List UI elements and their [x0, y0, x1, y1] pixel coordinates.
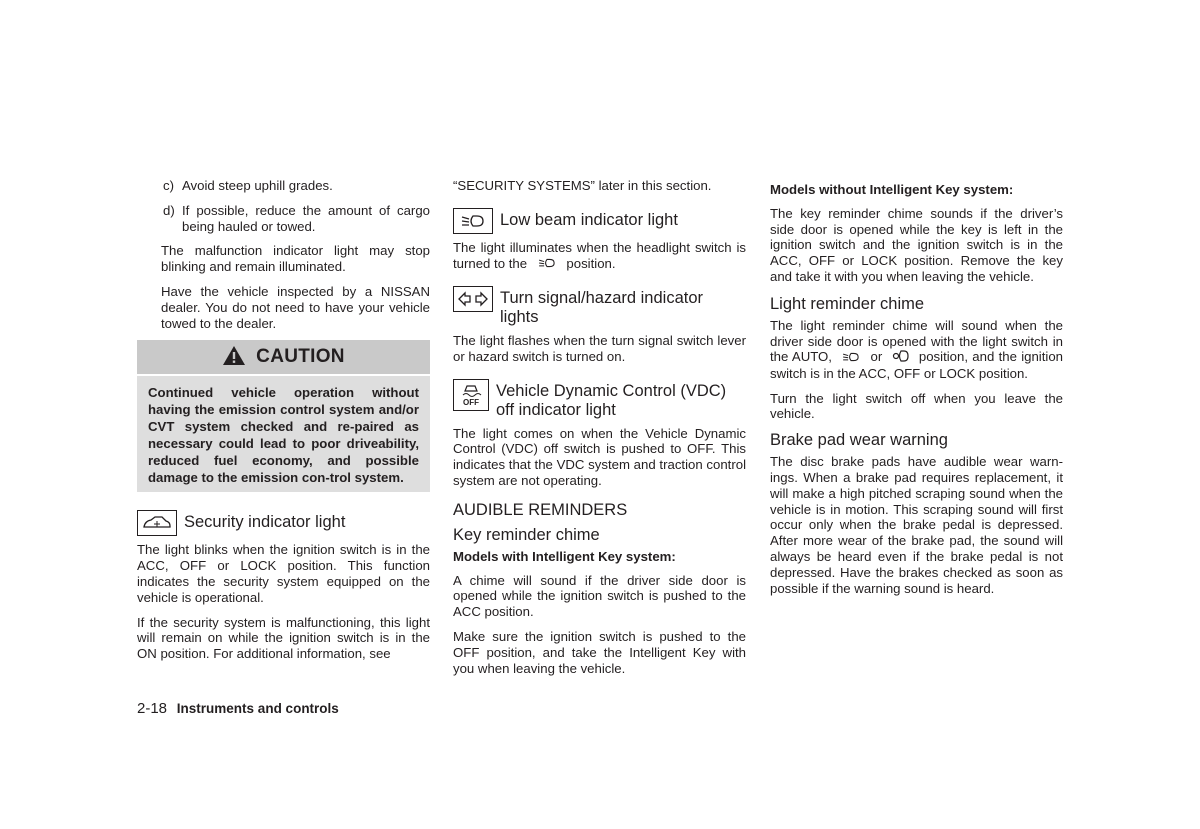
paragraph: Turn the light switch off when you leave the vehicle.	[770, 390, 1063, 422]
subsection-title: Light reminder chime	[770, 294, 925, 313]
section-heading	[453, 286, 746, 327]
paragraph: “SECURITY SYSTEMS” later in this section.	[453, 178, 712, 193]
paragraph: The light flashes when the turn signal switch lever or hazard switch is turned on.	[453, 333, 746, 364]
paragraph-text: position.	[566, 255, 616, 271]
list-marker: c)	[163, 178, 174, 193]
bold-subheading: Models without Intelligent Key system:	[770, 182, 1014, 197]
paragraph: If the security system is malfunctioning, this light will remain on while the ignition switch is in the ON position. For additional information, see	[137, 614, 430, 662]
low-beam-icon	[841, 350, 861, 366]
page-footer	[137, 700, 339, 717]
paragraph-text: The light reminder chime will sound when the driver side door is opened with the light switch in the AUTO,	[770, 317, 1063, 365]
paragraph: The key reminder chime sounds if the driver’s side door is opened while the key is left in the ignition switch and the ignition switch is in the ACC, OFF or LOCK position. Remove the key and take it with you when leaving the vehicle.	[770, 205, 1063, 284]
paragraph: Have the vehicle inspected by a NISSAN dealer. You do not need to have your vehicle towed to the dealer.	[161, 283, 430, 331]
paragraph: A chime will sound if the driver side door is opened while the ignition switch is pushed to the ACC position.	[453, 572, 746, 620]
paragraph: The malfunction indicator light may stop blinking and remain illuminated.	[161, 243, 430, 275]
section-title-caps: AUDIBLE REMINDERS	[453, 500, 628, 519]
column-3	[770, 178, 1063, 605]
list-marker: d)	[163, 202, 175, 218]
paragraph: Make sure the ignition switch is pushed to the OFF position, and take the Intelligent Key with you when leaving the vehicle.	[453, 628, 746, 676]
section-title: Vehicle Dynamic Control (VDC) off indicator light	[496, 381, 727, 419]
paragraph	[770, 318, 1063, 382]
section-heading	[137, 510, 430, 536]
paragraph-text: The light illuminates when the headlight switch is turned to the	[453, 239, 746, 271]
list-item	[137, 203, 430, 235]
turn-signal-arrows-icon	[453, 286, 493, 312]
vdc-off-icon	[453, 379, 489, 411]
column-2	[453, 178, 746, 685]
page-number: 2-18	[137, 700, 168, 717]
section-title: Turn signal/hazard indicator lights	[500, 289, 703, 326]
caution-text: Continued vehicle operation without having the emission control system and/or CVT system checked and re-paired as necessary could lead to poor driveability, reduced fuel economy, and possible damage to the emission con-trol system.	[137, 376, 430, 492]
section-title: Low beam indicator light	[500, 210, 678, 229]
section-heading	[453, 208, 746, 234]
headlight-icon	[892, 350, 910, 366]
paragraph	[453, 240, 746, 272]
security-car-icon	[137, 510, 177, 536]
list-text: Avoid steep uphill grades.	[182, 178, 333, 193]
caution-title: CAUTION	[256, 346, 345, 368]
paragraph-text: position, and the ignition switch is in the ACC, OFF or LOCK position.	[770, 349, 1063, 381]
list-item	[137, 178, 430, 194]
paragraph-text: or	[870, 349, 883, 365]
low-beam-icon	[536, 256, 558, 272]
paragraph: The disc brake pads have audible wear warn-ings. When a brake pad requires replacement, it will make a high pitched scraping sound when the vehicle is in motion. This scraping sound will first occur only when the brake pedal is depressed. After more wear of the brake pad, the sound will always be heard even if the brake pedal is not depressed. Have the brakes checked as soon as possible if the warning sound is heard.	[770, 454, 1063, 596]
paragraph: The light blinks when the ignition switch is in the ACC, OFF or LOCK position. This function indicates the security system equipped on the vehicle is operational.	[137, 542, 430, 605]
low-beam-icon	[453, 208, 493, 234]
warning-triangle-icon	[222, 345, 246, 369]
section-name: Instruments and controls	[176, 701, 339, 716]
vdc-icon-label: OFF	[463, 397, 479, 407]
bold-subheading: Models with Intelligent Key system:	[453, 548, 676, 564]
paragraph: The light comes on when the Vehicle Dynamic Control (VDC) off switch is pushed to OFF. This indicates that the VDC system and traction control system are not operating.	[453, 425, 746, 488]
subsection-title: Brake pad wear warning	[770, 431, 948, 450]
subsection-title: Key reminder chime	[453, 525, 600, 544]
list-text: If possible, reduce the amount of cargo being hauled or towed.	[182, 202, 430, 234]
column-1	[137, 178, 430, 671]
section-title: Security indicator light	[184, 513, 346, 532]
caution-header	[137, 340, 430, 374]
section-heading	[453, 379, 746, 420]
